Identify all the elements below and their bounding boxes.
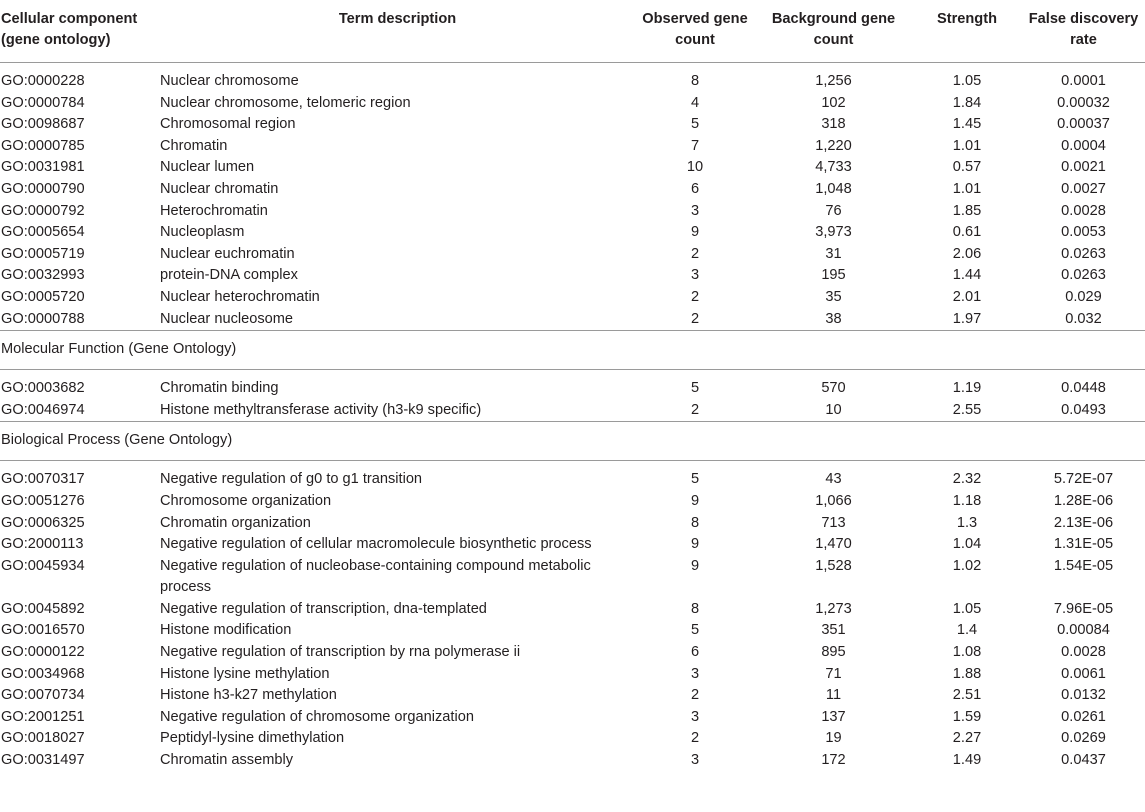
term-description-cell: Chromatin organization — [160, 514, 311, 531]
go-id-cell: GO:0051276 — [1, 492, 85, 509]
background-count-cell: 713 — [821, 514, 846, 531]
strength-cell: 1.85 — [952, 202, 982, 219]
term-description-cell: Negative regulation of cellular macromolecule biosynthetic process — [160, 536, 592, 553]
term-description-cell: Negative regulation of g0 to g1 transition — [160, 471, 423, 488]
background-count-cell: 4,733 — [815, 159, 852, 176]
fdr-cell: 0.0493 — [1061, 401, 1106, 418]
strength-cell: 2.01 — [952, 288, 982, 305]
table-row — [0, 287, 1145, 309]
background-count-cell: 11 — [825, 687, 842, 704]
fdr-cell: 0.0053 — [1061, 224, 1106, 241]
table-row — [0, 707, 1145, 729]
observed-count-cell: 2 — [690, 288, 700, 305]
background-count-cell: 195 — [821, 267, 846, 284]
background-count-cell: 76 — [825, 202, 842, 219]
go-id-cell: GO:0045892 — [1, 600, 85, 617]
strength-cell: 1.04 — [952, 536, 982, 553]
observed-count-cell: 9 — [690, 224, 700, 241]
go-id-cell: GO:0000790 — [1, 180, 85, 197]
table-row — [0, 664, 1145, 686]
table-row — [0, 265, 1145, 287]
background-count-cell: 1,256 — [815, 73, 852, 89]
fdr-cell: 0.0263 — [1061, 267, 1106, 284]
background-count-cell: 102 — [821, 94, 846, 111]
observed-count-cell: 5 — [690, 622, 700, 639]
header-go-id: Cellular component (gene ontology) — [0, 0, 160, 63]
term-description-cell: Nuclear lumen — [160, 159, 255, 176]
table-row — [0, 244, 1145, 266]
fdr-cell: 7.96E-05 — [1053, 600, 1114, 617]
observed-count-cell: 9 — [690, 557, 700, 574]
background-count-cell: 1,220 — [815, 137, 852, 154]
strength-cell: 2.55 — [952, 401, 982, 418]
fdr-cell: 0.032 — [1065, 310, 1102, 327]
observed-count-cell: 5 — [690, 116, 700, 133]
table-row — [0, 642, 1145, 664]
strength-cell: 1.59 — [952, 708, 982, 725]
term-description-cell: Chromatin — [160, 137, 228, 154]
table-row — [0, 370, 1145, 400]
table-row — [0, 93, 1145, 115]
background-count-cell: 71 — [825, 665, 842, 682]
go-id-cell: GO:0005720 — [1, 288, 85, 305]
fdr-cell: 0.0263 — [1061, 245, 1106, 262]
strength-cell: 2.32 — [952, 471, 982, 488]
fdr-cell: 0.0269 — [1061, 730, 1106, 747]
strength-cell: 1.01 — [952, 137, 982, 154]
observed-count-cell: 7 — [690, 137, 700, 154]
fdr-cell: 1.28E-06 — [1053, 492, 1114, 509]
observed-count-cell: 2 — [690, 730, 700, 747]
go-id-cell: GO:0031497 — [1, 752, 85, 769]
observed-count-cell: 4 — [690, 94, 700, 111]
go-id-cell: GO:0034968 — [1, 665, 85, 682]
fdr-cell: 1.31E-05 — [1053, 536, 1114, 553]
go-id-cell: GO:0031981 — [1, 159, 85, 176]
background-count-cell: 38 — [825, 310, 842, 327]
observed-count-cell: 9 — [690, 536, 700, 553]
term-description-cell: Negative regulation of chromosome organization — [160, 708, 474, 725]
strength-cell: 1.05 — [952, 73, 982, 89]
strength-cell: 1.05 — [952, 600, 982, 617]
table-row — [0, 136, 1145, 158]
term-description-cell: Chromosome organization — [160, 492, 332, 509]
term-description-cell: Heterochromatin — [160, 202, 268, 219]
fdr-cell: 0.0027 — [1061, 180, 1106, 197]
strength-cell: 2.06 — [952, 245, 982, 262]
fdr-cell: 5.72E-07 — [1053, 471, 1114, 488]
table-row — [0, 685, 1145, 707]
go-id-cell: GO:0003682 — [1, 380, 85, 397]
fdr-cell: 0.029 — [1065, 288, 1102, 305]
background-count-cell: 570 — [821, 380, 846, 397]
observed-count-cell: 8 — [690, 73, 700, 89]
table-row — [0, 750, 1145, 772]
table-row — [0, 534, 1145, 556]
table-row — [0, 728, 1145, 750]
go-id-cell: GO:0000228 — [1, 73, 85, 89]
go-id-cell: GO:0070317 — [1, 471, 85, 488]
observed-count-cell: 3 — [690, 665, 700, 682]
fdr-cell: 1.54E-05 — [1053, 557, 1114, 574]
table-row — [0, 400, 1145, 422]
table-row — [0, 63, 1145, 93]
go-id-cell: GO:2001251 — [1, 708, 85, 725]
table-body — [0, 63, 1145, 772]
header-false-discovery-rate: False discovery rate — [1022, 0, 1145, 63]
term-description-cell: Peptidyl-lysine dimethylation — [160, 730, 345, 747]
strength-cell: 0.57 — [952, 159, 982, 176]
term-description-cell: Nuclear chromatin — [160, 180, 279, 197]
strength-cell: 1.49 — [952, 752, 982, 769]
background-count-cell: 318 — [821, 116, 846, 133]
go-id-cell: GO:0000122 — [1, 644, 85, 661]
observed-count-cell: 5 — [690, 471, 700, 488]
table-row — [0, 513, 1145, 535]
background-count-cell: 31 — [825, 245, 842, 262]
observed-count-cell: 9 — [690, 492, 700, 509]
observed-count-cell: 2 — [690, 401, 700, 418]
strength-cell: 2.51 — [952, 687, 982, 704]
fdr-cell: 0.0261 — [1061, 708, 1106, 725]
strength-cell: 1.08 — [952, 644, 982, 661]
observed-count-cell: 8 — [690, 514, 700, 531]
background-count-cell: 1,470 — [815, 536, 852, 553]
table-row — [0, 461, 1145, 491]
term-description-cell: Chromosomal region — [160, 116, 296, 133]
background-count-cell: 137 — [821, 708, 846, 725]
term-description-cell: Histone lysine methylation — [160, 665, 330, 682]
background-count-cell: 10 — [825, 401, 842, 418]
term-description-cell: Nuclear heterochromatin — [160, 288, 320, 305]
go-id-cell: GO:0070734 — [1, 687, 85, 704]
strength-cell: 1.19 — [952, 380, 982, 397]
strength-cell: 1.44 — [952, 267, 982, 284]
go-id-cell: GO:2000113 — [1, 536, 84, 553]
go-id-cell: GO:0018027 — [1, 730, 85, 747]
header-observed-gene-count: Observed gene count — [635, 0, 755, 63]
go-id-cell: GO:0000784 — [1, 94, 85, 111]
background-count-cell: 3,973 — [815, 224, 852, 241]
go-id-cell: GO:0046974 — [1, 401, 85, 418]
go-id-cell: GO:0032993 — [1, 267, 85, 284]
strength-cell: 1.3 — [956, 514, 978, 531]
strength-cell: 2.27 — [952, 730, 982, 747]
fdr-cell: 0.0132 — [1061, 687, 1106, 704]
fdr-cell: 0.0001 — [1061, 73, 1106, 89]
fdr-cell: 0.0028 — [1061, 202, 1106, 219]
fdr-cell: 0.0021 — [1061, 159, 1106, 176]
fdr-cell: 2.13E-06 — [1053, 514, 1114, 531]
term-description-cell: Negative regulation of transcription, dna-templated — [160, 600, 487, 617]
term-description-cell: Histone methyltransferase activity (h3-k9 specific) — [160, 401, 482, 418]
go-id-cell: GO:0000792 — [1, 202, 85, 219]
background-count-cell: 172 — [821, 752, 846, 769]
term-description-cell: Nuclear chromosome, telomeric region — [160, 94, 411, 111]
term-description-cell: Nuclear nucleosome — [160, 310, 294, 327]
background-count-cell: 43 — [825, 471, 842, 488]
table-header — [0, 0, 1145, 63]
background-count-cell: 35 — [825, 288, 842, 305]
strength-cell: 1.4 — [956, 622, 978, 639]
section-title: Molecular Function (Gene Ontology) — [0, 331, 1145, 370]
strength-cell: 1.88 — [952, 665, 982, 682]
go-id-cell: GO:0005719 — [1, 245, 85, 262]
go-id-cell: GO:0016570 — [1, 622, 85, 639]
table-row — [0, 556, 1145, 599]
table-row — [0, 201, 1145, 223]
observed-count-cell: 10 — [686, 159, 704, 176]
fdr-cell: 0.00084 — [1057, 622, 1110, 639]
observed-count-cell: 6 — [690, 180, 700, 197]
term-description-cell: Nuclear chromosome — [160, 73, 299, 89]
header-strength: Strength — [912, 0, 1022, 63]
observed-count-cell: 5 — [690, 380, 700, 397]
observed-count-cell: 3 — [690, 708, 700, 725]
fdr-cell: 0.00037 — [1057, 116, 1110, 133]
header-background-gene-count: Background gene count — [755, 0, 912, 63]
observed-count-cell: 3 — [690, 752, 700, 769]
section-header-row — [0, 422, 1145, 461]
background-count-cell: 895 — [821, 644, 846, 661]
go-id-cell: GO:0045934 — [1, 557, 85, 574]
term-description-cell: Nuclear euchromatin — [160, 245, 295, 262]
section-header-row — [0, 331, 1145, 370]
observed-count-cell: 2 — [690, 310, 700, 327]
table-row — [0, 491, 1145, 513]
background-count-cell: 1,528 — [815, 557, 852, 574]
observed-count-cell: 2 — [690, 245, 700, 262]
fdr-cell: 0.0061 — [1061, 665, 1106, 682]
table-row — [0, 599, 1145, 621]
fdr-cell: 0.00032 — [1057, 94, 1110, 111]
strength-cell: 1.02 — [952, 557, 982, 574]
observed-count-cell: 3 — [690, 267, 700, 284]
strength-cell: 0.61 — [952, 224, 982, 241]
strength-cell: 1.97 — [952, 310, 982, 327]
section-title: Biological Process (Gene Ontology) — [0, 422, 1145, 461]
strength-cell: 1.01 — [952, 180, 982, 197]
background-count-cell: 1,048 — [815, 180, 852, 197]
header-term-description: Term description — [160, 0, 635, 63]
table-row — [0, 309, 1145, 331]
fdr-cell: 0.0448 — [1061, 380, 1106, 397]
go-id-cell: GO:0005654 — [1, 224, 85, 241]
strength-cell: 1.84 — [952, 94, 982, 111]
observed-count-cell: 6 — [690, 644, 700, 661]
fdr-cell: 0.0004 — [1061, 137, 1106, 154]
term-description-cell: Histone h3-k27 methylation — [160, 687, 337, 704]
table-row — [0, 179, 1145, 201]
strength-cell: 1.18 — [952, 492, 982, 509]
background-count-cell: 1,066 — [815, 492, 852, 509]
observed-count-cell: 2 — [690, 687, 700, 704]
background-count-cell: 19 — [825, 730, 842, 747]
term-description-cell: Negative regulation of transcription by rna polymerase ii — [160, 644, 521, 661]
go-id-cell: GO:0006325 — [1, 514, 85, 531]
observed-count-cell: 3 — [690, 202, 700, 219]
table-row — [0, 620, 1145, 642]
term-description-cell: Chromatin assembly — [160, 752, 294, 769]
fdr-cell: 0.0028 — [1061, 644, 1106, 661]
term-description-cell: Negative regulation of nucleobase-containing compound metabolic process — [160, 557, 591, 596]
go-id-cell: GO:0000785 — [1, 137, 85, 154]
term-description-cell: Chromatin binding — [160, 380, 279, 397]
table-row — [0, 222, 1145, 244]
observed-count-cell: 8 — [690, 600, 700, 617]
go-id-cell: GO:0098687 — [1, 116, 85, 133]
table-row — [0, 157, 1145, 179]
background-count-cell: 351 — [821, 622, 846, 639]
term-description-cell: Nucleoplasm — [160, 224, 245, 241]
background-count-cell: 1,273 — [815, 600, 852, 617]
term-description-cell: Histone modification — [160, 622, 292, 639]
strength-cell: 1.45 — [952, 116, 982, 133]
fdr-cell: 0.0437 — [1061, 752, 1106, 769]
table-row — [0, 114, 1145, 136]
term-description-cell: protein-DNA complex — [160, 267, 298, 284]
go-id-cell: GO:0000788 — [1, 310, 85, 327]
